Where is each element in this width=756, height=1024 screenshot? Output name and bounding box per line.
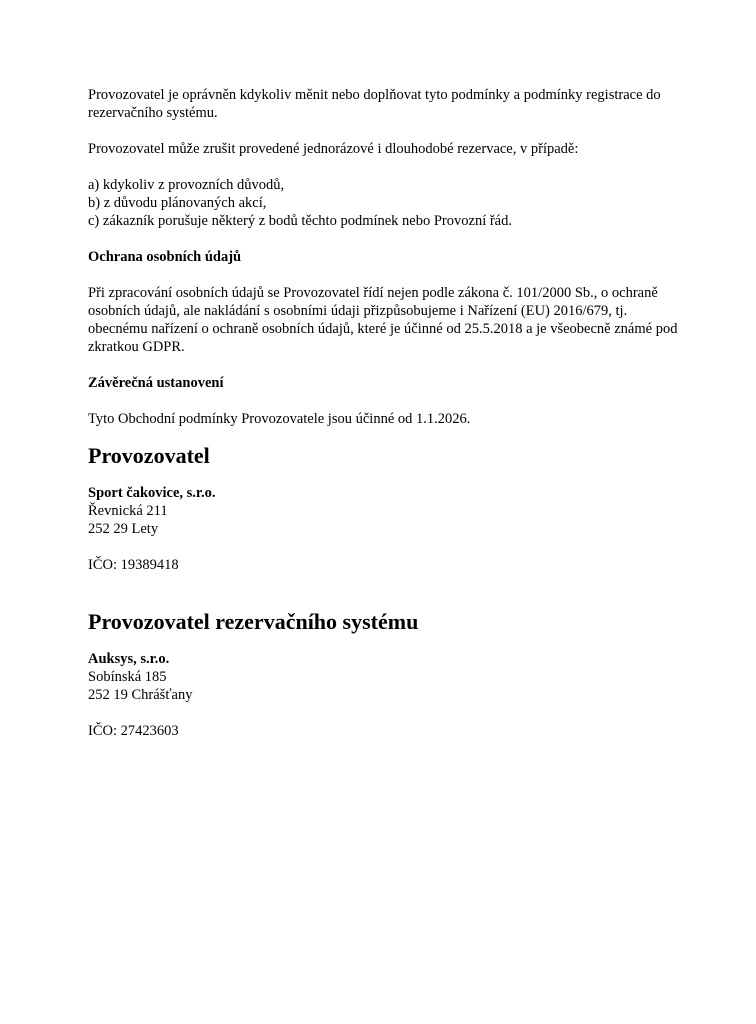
terms-change-paragraph: Provozovatel je oprávněn kdykoliv měnit nebo doplňovat tyto podmínky a podmínky registrace do rezervačního systému. bbox=[88, 87, 661, 121]
privacy-heading: Ochrana osobních údajů bbox=[88, 249, 242, 265]
operator-name: Sport čakovice, s.r.o. bbox=[88, 485, 216, 501]
reservation-operator-city: 252 19 Chrášťany bbox=[88, 687, 193, 703]
document-content bbox=[88, 86, 678, 740]
operator-heading: Provozovatel bbox=[88, 443, 210, 468]
reservation-operator-heading: Provozovatel rezervačního systému bbox=[88, 609, 419, 634]
reservation-operator-name: Auksys, s.r.o. bbox=[88, 651, 170, 667]
operator-city: 252 29 Lety bbox=[88, 521, 159, 537]
list-item: b) z důvodu plánovaných akcí, bbox=[88, 195, 267, 211]
operator-street: Řevnická 211 bbox=[88, 503, 168, 519]
reservation-operator-section bbox=[88, 608, 678, 740]
reservation-operator-street: Sobínská 185 bbox=[88, 669, 167, 685]
final-provisions-heading: Závěrečná ustanovení bbox=[88, 375, 224, 391]
effective-date-paragraph: Tyto Obchodní podmínky Provozovatele jsou účinné od 1.1.2026. bbox=[88, 411, 471, 427]
cancellation-reasons-list bbox=[88, 176, 678, 230]
privacy-paragraph: Při zpracování osobních údajů se Provozovatel řídí nejen podle zákona č. 101/2000 Sb., o ochraně osobních údajů, ale nakládání s osobními údaji přizpůsobujeme i Nařízení (EU) 2016/679, tj. obecnému nařízení o ochraně osobních údajů, které je účinné od 25.5.2018 a je všeobecně známé pod zkratkou GDPR. bbox=[88, 285, 678, 355]
operator-address bbox=[88, 484, 678, 574]
operator-ico: IČO: 19389418 bbox=[88, 557, 179, 573]
list-item: a) kdykoliv z provozních důvodů, bbox=[88, 177, 285, 193]
reservation-operator-ico: IČO: 27423603 bbox=[88, 723, 179, 739]
list-item: c) zákazník porušuje některý z bodů těchto podmínek nebo Provozní řád. bbox=[88, 213, 512, 229]
cancellation-paragraph: Provozovatel může zrušit provedené jednorázové i dlouhodobé rezervace, v případě: bbox=[88, 141, 579, 157]
